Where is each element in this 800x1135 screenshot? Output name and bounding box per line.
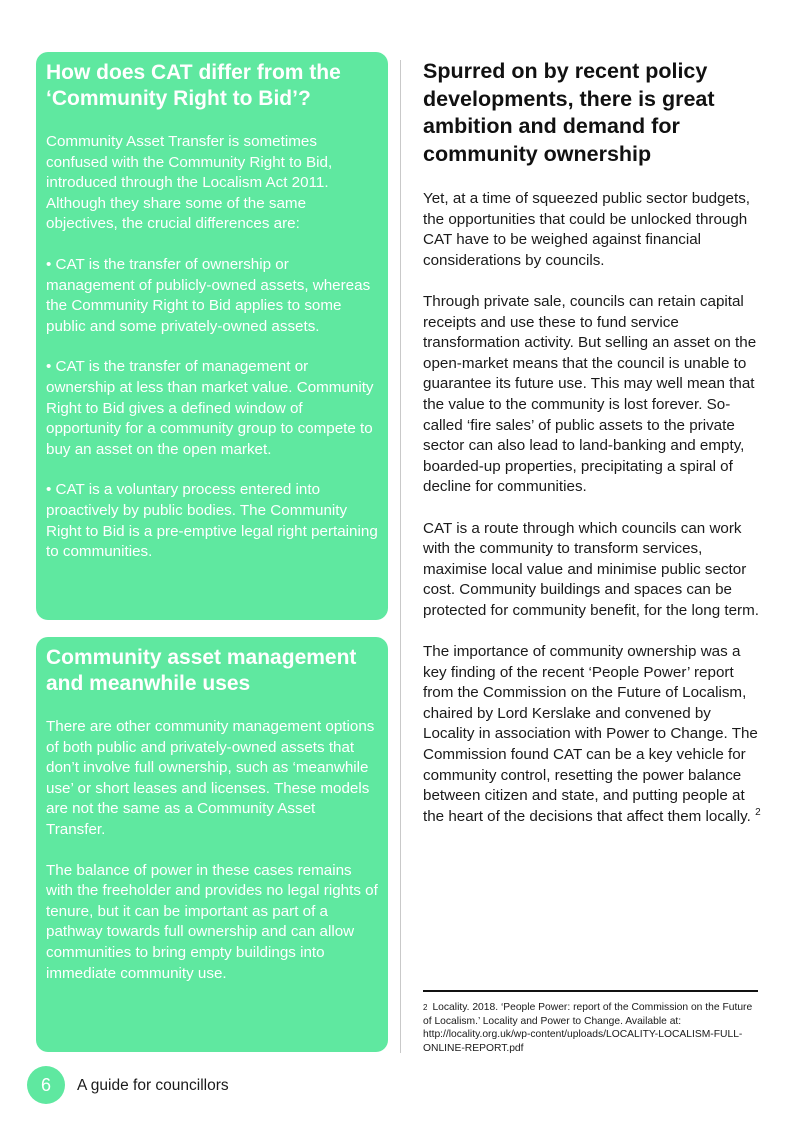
cat-vs-right-to-bid-box bbox=[36, 52, 388, 620]
body-paragraph: CAT is a route through which councils can work with the community to transform services, maximise local value and minimise public sector cost. Community buildings and spaces can be protected for community benefit, for the long term. bbox=[423, 519, 759, 619]
main-column bbox=[423, 58, 763, 848]
page-number-badge bbox=[27, 1066, 65, 1104]
meanwhile-uses-box bbox=[36, 637, 388, 1052]
page-number: 6 bbox=[40, 1074, 51, 1095]
box-paragraph: There are other community management options of both public and privately-owned assets that don’t involve full ownership, such as ‘meanwhile use’ or short leases and licenses. These models are not the same as a Community Asset Transfer. bbox=[46, 718, 375, 838]
box-title: How does CAT differ from the ‘Community Right to Bid’? bbox=[46, 61, 341, 110]
footnote-reference[interactable]: 2 bbox=[755, 806, 761, 818]
footnote-number: 2 bbox=[423, 1003, 428, 1012]
footnote-rule bbox=[423, 990, 758, 992]
guide-title: A guide for councillors bbox=[77, 1077, 229, 1094]
main-heading: Spurred on by recent policy developments, there is great ambition and demand for community ownership bbox=[423, 59, 715, 166]
body-paragraph-text: The importance of community ownership was a key finding of the recent ‘People Power’ report from the Commission on the Future of Localism, chaired by Lord Kerslake and convened by Locality in association with Power to Change. The Commission found CAT can be a key vehicle for community control, resetting the power balance between citizen and state, and putting people at the heart of the decisions that affect them locally. bbox=[423, 643, 758, 825]
body-paragraph: Yet, at a time of squeezed public sector budgets, the opportunities that could be unlocked through CAT have to be weighed against financial considerations by councils. bbox=[423, 190, 751, 269]
body-paragraph bbox=[423, 642, 763, 827]
box-paragraph: • CAT is a voluntary process entered into proactively by public bodies. The Community Right to Bid is a pre-emptive legal right pertaining to communities. bbox=[46, 481, 378, 561]
body-paragraph: Through private sale, councils can retain capital receipts and use these to fund service transformation activity. But selling an asset on the open-market means that the council is unable to guarantee its future use. This may well mean that the value to the community is lost forever. So-called ‘fire sales’ of public assets to the private sector can also lead to land-banking and empty, boarded-up properties, precipitating a spiral of decline for communities. bbox=[423, 292, 757, 496]
box-paragraph: • CAT is the transfer of ownership or management of publicly-owned assets, whereas the Community Right to Bid applies to some public and some privately-owned assets. bbox=[46, 255, 371, 335]
box-paragraph: • CAT is the transfer of management or ownership at less than market value. Community Right to Bid gives a defined window of opportunity for a community group to compete to buy an asset on the open market. bbox=[46, 358, 374, 458]
footnote-text: Locality. 2018. ‘People Power: report of the Commission on the Future of Localism.’ Locality and Power to Change. Available at: http://locality.org.uk/wp-content/uploads/LOCALITY-LOCALISM-FULL-ONLINE-REPORT.pdf bbox=[423, 1002, 753, 1054]
box-title: Community asset management and meanwhile uses bbox=[46, 646, 357, 695]
box-paragraph: Community Asset Transfer is sometimes confused with the Community Right to Bid, introduced through the Localism Act 2011. Although they share some of the same objectives, the crucial differences are: bbox=[46, 133, 333, 233]
box-paragraph: The balance of power in these cases remains with the freeholder and provides no legal rights of tenure, but it can be important as part of a pathway towards full ownership and can allow communities to bring empty buildings into immediate community use. bbox=[46, 861, 378, 982]
footnote bbox=[423, 1001, 763, 1055]
column-divider bbox=[400, 60, 401, 1053]
